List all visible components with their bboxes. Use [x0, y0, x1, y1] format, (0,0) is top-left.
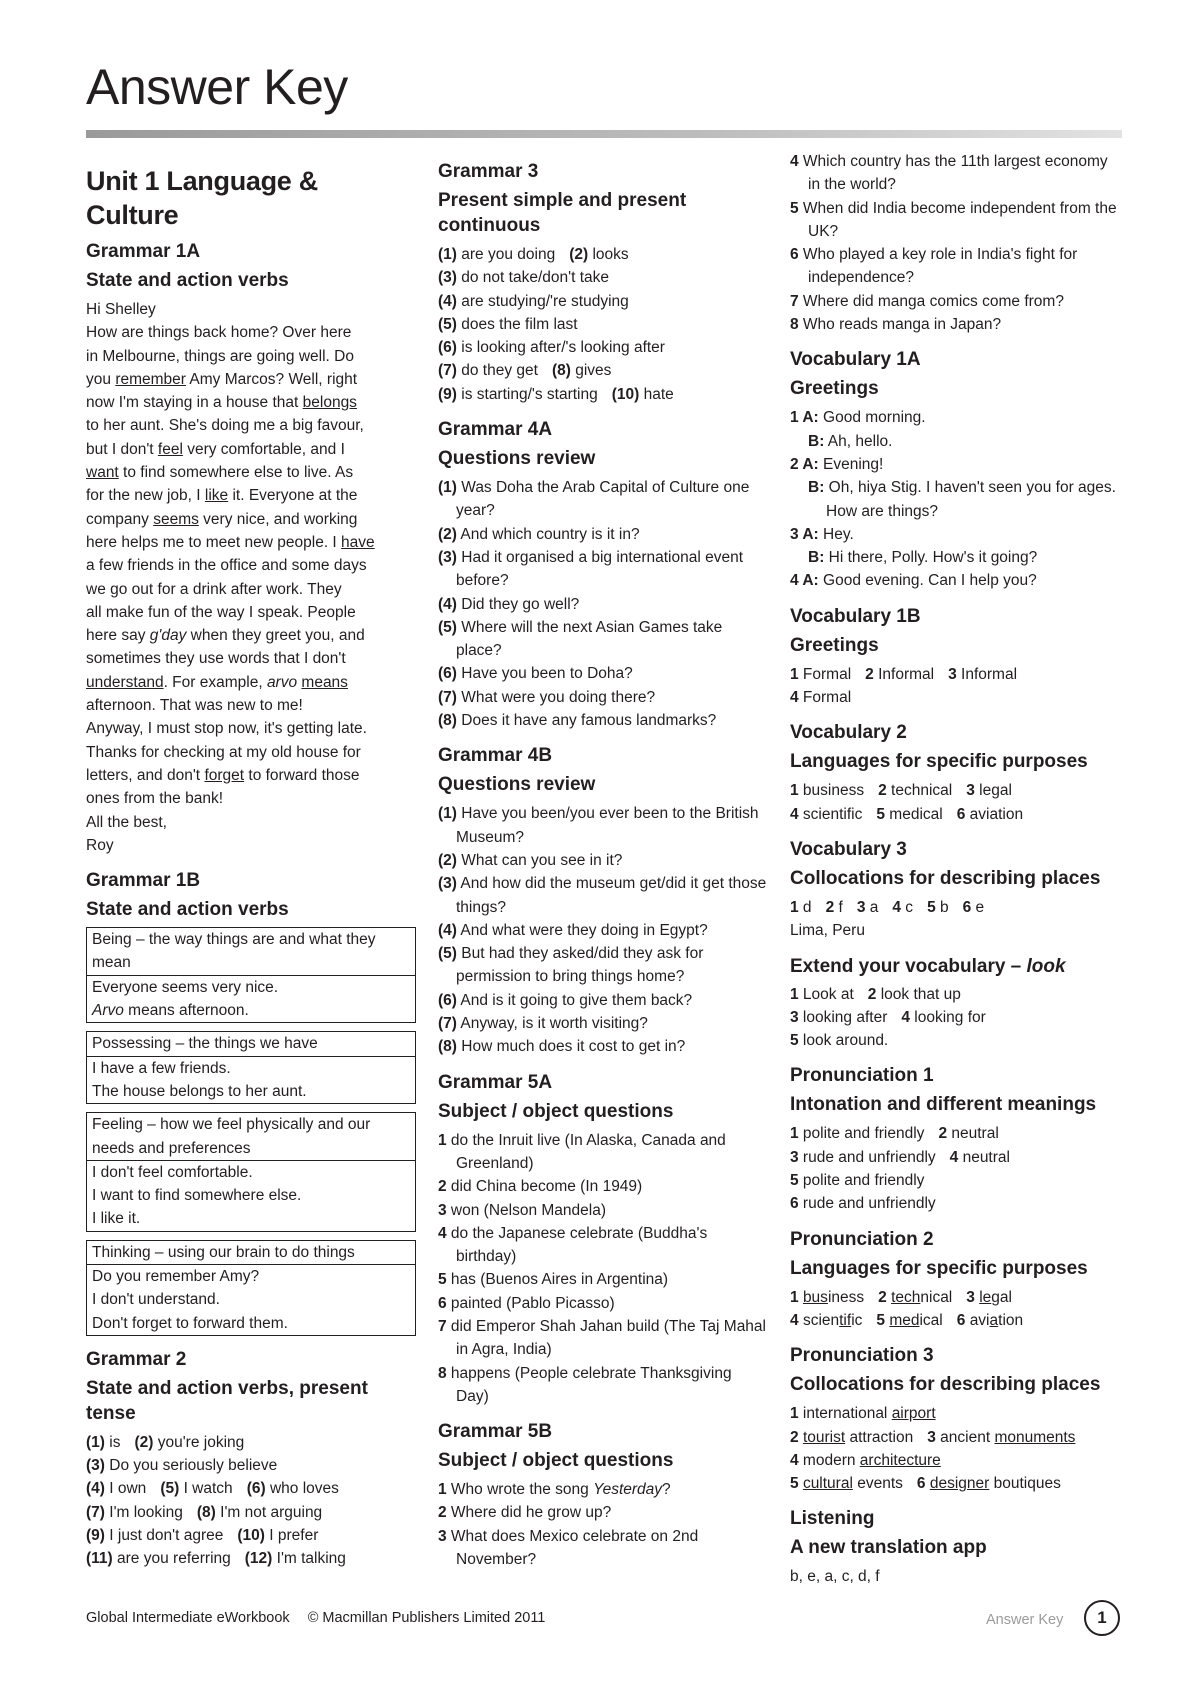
- answer-line: (1) is (2) you're joking: [86, 1433, 245, 1451]
- answer-line: 3 looking after 4 looking for: [790, 1008, 986, 1026]
- unit-title: Unit 1 Language & Culture: [86, 166, 318, 230]
- answer-line: (11) are you referring (12) I'm talking: [86, 1550, 346, 1568]
- answer-line: 6 Who played a key role in India's fight for independence?: [790, 246, 1078, 287]
- underlined-verb: understand: [86, 673, 164, 691]
- section-title: Vocabulary 1B: [790, 605, 921, 627]
- letter-line: Roy: [86, 836, 114, 854]
- answer-line: 7 Where did manga comics come from?: [790, 292, 1064, 310]
- answer-line: (3) And how did the museum get/did it get those things?: [438, 875, 767, 916]
- section-grammar-5b-continued: [790, 150, 1120, 336]
- letter-line: Anyway, I must stop now, it's getting late.: [86, 720, 367, 738]
- letter-line: all make fun of the way I speak. People: [86, 603, 356, 621]
- answer-line: 2 tourist attraction 3 ancient monuments: [790, 1428, 1076, 1446]
- section-grammar-1a: [86, 240, 416, 857]
- answer-line: (3) Had it organised a big international event before?: [438, 548, 744, 590]
- section-title: Grammar 4A: [438, 419, 553, 441]
- answer-line: (8) How much does it cost to get in?: [438, 1038, 686, 1056]
- section-grammar-3: [438, 160, 768, 406]
- answer-line: (5) Where will the next Asian Games take place?: [438, 618, 723, 660]
- column-3: [790, 150, 1120, 1589]
- table-header: Being – the way things are and what they mean: [87, 928, 415, 976]
- section-title: Grammar 2: [86, 1348, 187, 1370]
- letter-line: afternoon. That was new to me!: [86, 697, 303, 715]
- section-title: Listening: [790, 1508, 875, 1530]
- answer-line: 6 rude and unfriendly: [790, 1195, 936, 1213]
- section-subtitle: State and action verbs: [86, 899, 289, 921]
- answer-line: Lima, Peru: [790, 922, 865, 940]
- answer-line: (4) are studying/'re studying: [438, 292, 629, 310]
- answer-line: (7) do they get (8) gives: [438, 362, 612, 380]
- letter-line: now I'm staying in a house that belongs: [86, 394, 357, 412]
- section-subtitle: Subject / object questions: [438, 1450, 674, 1472]
- answer-line: b, e, a, c, d, f: [790, 1568, 880, 1586]
- answer-line: 8 happens (People celebrate Thanksgiving Day): [438, 1364, 732, 1405]
- table-cell: I don't feel comfortable. I want to find somewhere else. I like it.: [92, 1163, 302, 1228]
- section-grammar-4b: [438, 744, 768, 1058]
- answer-line: 3 rude and unfriendly 4 neutral: [790, 1148, 1010, 1166]
- letter-line: here say g'day when they greet you, and: [86, 627, 365, 645]
- letter-line: All the best,: [86, 813, 167, 831]
- answer-line: 2 A: Evening!: [790, 455, 884, 473]
- answer-line: 1 polite and friendly 2 neutral: [790, 1125, 999, 1143]
- underlined-verb: want: [86, 464, 119, 482]
- section-grammar-5a: [438, 1071, 768, 1409]
- underlined-verb: means: [301, 673, 348, 691]
- answer-line: 1 d 2 f 3 a 4 c 5 b 6 e: [790, 898, 985, 916]
- section-grammar-5b-start: [438, 1420, 768, 1571]
- letter-line: but I don't feel very comfortable, and I: [86, 440, 345, 458]
- answer-line: (1) are you doing (2) looks: [438, 246, 629, 263]
- answer-line: (9) is starting/'s starting (10) hate: [438, 385, 674, 403]
- letter-line: to her aunt. She's doing me a big favour,: [86, 417, 364, 435]
- answer-line: (5) But had they asked/did they ask for permission to bring things home?: [438, 945, 704, 986]
- section-vocabulary-3: [790, 838, 1120, 943]
- answer-line: 5 When did India become independent from the UK?: [790, 199, 1117, 240]
- section-grammar-4a: [438, 418, 768, 732]
- table-cell: Everyone seems very nice. Arvo means afternoon.: [92, 978, 279, 1020]
- verb-table-being: [86, 927, 416, 1023]
- section-subtitle: Subject / object questions: [438, 1100, 674, 1122]
- answer-line: 5 polite and friendly: [790, 1172, 925, 1190]
- answer-line: (4) Did they go well?: [438, 595, 580, 613]
- answer-line: 1 business 2 technical 3 legal: [790, 1288, 1012, 1306]
- section-grammar-2: [86, 1348, 416, 1571]
- answer-line: 8 Who reads manga in Japan?: [790, 316, 1002, 334]
- letter-line: want to find somewhere else to live. As: [86, 464, 354, 482]
- page-title: Answer Key: [86, 59, 348, 115]
- section-vocabulary-2: [790, 721, 1120, 826]
- answer-line: (7) I'm looking (8) I'm not arguing: [86, 1503, 323, 1521]
- section-subtitle: Present simple and present continuous: [438, 190, 687, 236]
- section-subtitle: Greetings: [790, 634, 879, 656]
- answer-line: 3 A: Hey.: [790, 525, 854, 543]
- answer-line: (1) Have you been/you ever been to the British Museum?: [438, 805, 759, 846]
- answer-line: (6) And is it going to give them back?: [438, 991, 693, 1009]
- answer-line: 7 did Emperor Shah Jahan build (The Taj Mahal in Agra, India): [438, 1317, 766, 1359]
- answer-line: 2 did China become (In 1949): [438, 1178, 643, 1196]
- answer-line: 4 modern architecture: [790, 1451, 941, 1469]
- answer-line: (3) do not take/don't take: [438, 269, 609, 287]
- section-extend-vocabulary: [790, 955, 1120, 1053]
- section-title: Vocabulary 2: [790, 722, 907, 744]
- answer-line: 2 Where did he grow up?: [438, 1504, 612, 1522]
- letter-line: for the new job, I like it. Everyone at the: [86, 487, 358, 505]
- section-vocabulary-1b: [790, 605, 1120, 710]
- letter-line: here helps me to meet new people. I have: [86, 533, 375, 551]
- table-header: Feeling – how we feel physically and our needs and preferences: [87, 1113, 415, 1161]
- answer-line: 1 do the Inruit live (In Alaska, Canada and Greenland): [438, 1131, 726, 1172]
- answer-line: 4 do the Japanese celebrate (Buddha's birthday): [438, 1224, 708, 1266]
- answer-line: (4) And what were they doing in Egypt?: [438, 921, 708, 939]
- letter-line: company seems very nice, and working: [86, 510, 358, 528]
- footer: [86, 1610, 559, 1626]
- answer-line: 4 A: Good evening. Can I help you?: [790, 572, 1037, 590]
- answer-line: 3 won (Nelson Mandela): [438, 1201, 607, 1219]
- answer-line: (9) I just don't agree (10) I prefer: [86, 1527, 319, 1545]
- table-header: Possessing – the things we have: [87, 1032, 415, 1056]
- answer-line: 1 A: Good morning.: [790, 409, 926, 427]
- answer-line: B: Oh, hiya Stig. I haven't seen you for ages. How are things?: [808, 479, 1116, 520]
- answer-line: (2) What can you see in it?: [438, 851, 623, 869]
- section-subtitle: Languages for specific purposes: [790, 1257, 1088, 1279]
- underlined-verb: like: [204, 487, 229, 505]
- section-subtitle: Greetings: [790, 378, 879, 400]
- section-subtitle: Collocations for describing places: [790, 867, 1101, 889]
- answer-line: (6) is looking after/'s looking after: [438, 339, 665, 357]
- section-subtitle: Languages for specific purposes: [790, 751, 1088, 773]
- section-vocabulary-1a: [790, 348, 1120, 592]
- letter-line: in Melbourne, things are going well. Do: [86, 347, 354, 365]
- section-title: Pronunciation 1: [790, 1065, 934, 1087]
- answer-line: (7) What were you doing there?: [438, 688, 656, 706]
- section-subtitle: Questions review: [438, 774, 596, 796]
- table-cell: Do you remember Amy? I don't understand. Don't forget to forward them.: [92, 1267, 288, 1332]
- verb-table-feeling: [86, 1112, 416, 1231]
- letter-line: we go out for a drink after work. They: [86, 580, 342, 598]
- column-2: [438, 160, 768, 1571]
- section-title: Grammar 5B: [438, 1421, 553, 1443]
- answer-line: (6) Have you been to Doha?: [438, 665, 633, 683]
- footer-book-title: Global Intermediate eWorkbook: [86, 1610, 290, 1626]
- footer-copyright: © Macmillan Publishers Limited 2011: [307, 1610, 546, 1626]
- letter-line: Hi Shelley: [86, 301, 156, 318]
- letter-line: letters, and don't forget to forward those: [86, 766, 360, 784]
- answer-line: 4 Which country has the 11th largest economy in the world?: [790, 153, 1108, 194]
- letter-line: you remember Amy Marcos? Well, right: [86, 370, 358, 388]
- underlined-verb: feel: [157, 440, 183, 458]
- section-subtitle: A new translation app: [790, 1537, 987, 1559]
- answer-line: 1 international airport: [790, 1405, 936, 1423]
- answer-line: (2) And which country is it in?: [438, 525, 640, 543]
- answer-line: 1 Formal 2 Informal 3 Informal: [790, 665, 1018, 683]
- table-header: Thinking – using our brain to do things: [87, 1241, 415, 1265]
- section-pronunciation-1: [790, 1064, 1120, 1215]
- answer-line: 4 scientific 5 medical 6 aviation: [790, 805, 1024, 823]
- answer-line: (8) Does it have any famous landmarks?: [438, 712, 717, 730]
- answer-line: 3 What does Mexico celebrate on 2nd November?: [438, 1527, 699, 1569]
- section-listening: [790, 1507, 1120, 1588]
- section-subtitle: Intonation and different meanings: [790, 1094, 1097, 1116]
- letter-line: How are things back home? Over here: [86, 324, 352, 342]
- section-subtitle: State and action verbs, present tense: [86, 1377, 368, 1424]
- answer-line: B: Hi there, Polly. How's it going?: [808, 549, 1038, 567]
- answer-line: 1 Look at 2 look that up: [790, 985, 961, 1003]
- section-pronunciation-3: [790, 1344, 1120, 1495]
- letter-line: understand. For example, arvo means: [86, 673, 348, 691]
- page-number: 1: [1084, 1600, 1120, 1636]
- section-title: Pronunciation 2: [790, 1228, 934, 1250]
- letter-line: ones from the bank!: [86, 790, 223, 808]
- underlined-verb: belongs: [302, 394, 357, 412]
- answer-line: (1) Was Doha the Arab Capital of Culture one year?: [438, 479, 750, 520]
- section-grammar-1b: [86, 869, 416, 1336]
- section-pronunciation-2: [790, 1228, 1120, 1333]
- answer-line: (4) I own (5) I watch (6) who loves: [86, 1480, 339, 1498]
- section-title: Grammar 1A: [86, 241, 201, 262]
- section-title: Grammar 4B: [438, 745, 553, 767]
- title-rule: [86, 130, 1122, 138]
- answer-line: (7) Anyway, is it worth visiting?: [438, 1015, 648, 1033]
- section-subtitle: State and action verbs: [86, 270, 289, 291]
- answer-line: 4 scientific 5 medical 6 aviation: [790, 1311, 1024, 1329]
- letter-line: a few friends in the office and some days: [86, 557, 367, 575]
- answer-line: 6 painted (Pablo Picasso): [438, 1294, 615, 1312]
- section-title: Extend your vocabulary – look: [790, 955, 1066, 977]
- section-title: Vocabulary 1A: [790, 349, 921, 371]
- underlined-verb: seems: [153, 510, 199, 528]
- answer-line: 4 Formal: [790, 689, 852, 707]
- table-cell: I have a few friends. The house belongs to her aunt.: [92, 1059, 307, 1100]
- underlined-verb: forget: [204, 766, 245, 784]
- answer-line: B: Ah, hello.: [808, 432, 893, 450]
- verb-table-possessing: [86, 1031, 416, 1104]
- section-subtitle: Collocations for describing places: [790, 1374, 1101, 1396]
- answer-line: 5 has (Buenos Aires in Argentina): [438, 1271, 669, 1289]
- letter-line: Thanks for checking at my old house for: [86, 743, 361, 761]
- answer-line: 5 cultural events 6 designer boutiques: [790, 1475, 1061, 1493]
- answer-line: (3) Do you seriously believe: [86, 1457, 278, 1475]
- underlined-verb: remember: [115, 370, 186, 388]
- answer-line: 1 business 2 technical 3 legal: [790, 782, 1012, 800]
- letter-line: sometimes they use words that I don't: [86, 650, 346, 668]
- section-title: Grammar 3: [438, 161, 539, 182]
- section-title: Pronunciation 3: [790, 1345, 934, 1367]
- answer-line: 1 Who wrote the song Yesterday?: [438, 1481, 671, 1499]
- verb-table-thinking: [86, 1240, 416, 1336]
- underlined-verb: have: [341, 533, 375, 551]
- column-1: [86, 160, 416, 1571]
- footer-label: Answer Key: [986, 1612, 1064, 1628]
- section-title: Vocabulary 3: [790, 838, 907, 860]
- answer-line: 5 look around.: [790, 1032, 889, 1050]
- section-subtitle: Questions review: [438, 448, 596, 470]
- section-title: Grammar 5A: [438, 1071, 553, 1093]
- answer-line: (5) does the film last: [438, 315, 578, 333]
- section-title: Grammar 1B: [86, 870, 201, 892]
